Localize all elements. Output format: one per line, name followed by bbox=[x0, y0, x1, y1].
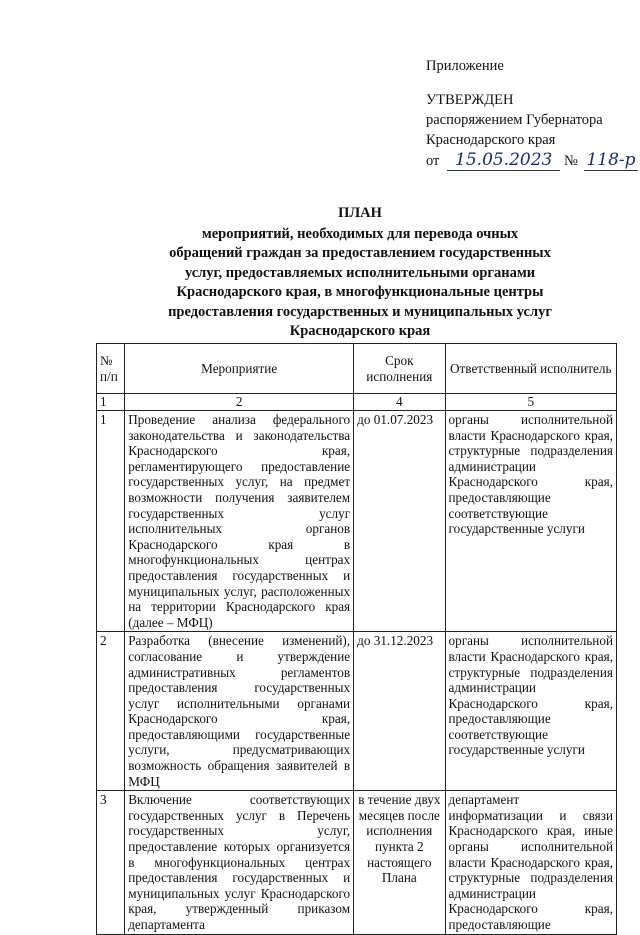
from-label: от bbox=[426, 153, 440, 169]
plan-heading: ПЛАН bbox=[338, 205, 382, 221]
header-activity: Мероприятие bbox=[125, 344, 354, 394]
column-number: 5 bbox=[445, 394, 617, 411]
row-num: 3 bbox=[97, 791, 125, 934]
plan-title-line: Краснодарского края, в многофункциональные центры bbox=[176, 284, 544, 300]
header-deadline: Срок исполнения bbox=[354, 344, 445, 394]
plan-title-line: предоставления государственных и муниципальных услуг bbox=[168, 303, 552, 320]
plan-title-line: мероприятий, необходимых для перевода очных bbox=[201, 225, 519, 242]
row-num: 2 bbox=[97, 632, 125, 791]
row-deadline: в течение двух месяцев после исполнения пункта 2 настоящего Плана bbox=[354, 791, 445, 934]
plan-table bbox=[96, 343, 617, 935]
row-num: 1 bbox=[97, 411, 125, 632]
row-activity: Разработка (внесение изменений), согласование и утверждение административных регламентов предоставления государственных услуг исполнительными органами Краснодарского края, предоставляющими государственные услуги, предусматривающих возможность обращения заявителей в МФЦ bbox=[125, 632, 354, 791]
handwritten-date: 15.05.2023 bbox=[447, 150, 560, 171]
column-number: 1 bbox=[97, 394, 125, 411]
number-sign: № bbox=[564, 153, 578, 169]
appendix-label: Приложение bbox=[426, 58, 504, 74]
row-responsible: департамент информатизации и связи Краснодарского края, иные органы исполнительной власти Краснодарского края, структурные подразделения администрации Краснодарского края, предоставляющие bbox=[445, 791, 617, 934]
table-row bbox=[97, 632, 617, 791]
approved-label: УТВЕРЖДЕН bbox=[426, 92, 514, 108]
row-responsible: органы исполнительной власти Краснодарского края, структурные подразделения администрации Краснодарского края, предоставляющие соответствующие государственные услуги bbox=[445, 411, 617, 632]
table-row bbox=[97, 411, 617, 632]
plan-title bbox=[80, 204, 640, 342]
table-row bbox=[97, 791, 617, 934]
row-activity: Включение соответствующих государственных услуг в Перечень государственных услуг, предоставление которых организуется в многофункциональных центрах предоставления государственных и муниципальных услуг Краснодарского края, утвержденный приказом департамента bbox=[125, 791, 354, 934]
table-header-row bbox=[97, 344, 617, 394]
row-activity: Проведение анализа федерального законодательства и законодательства Краснодарского края, регламентирующего предоставление государственных услуг, на предмет возможности получения заявителем государственных услуг исполнительных органов Краснодарского края в многофункциональных центрах предоставления государственных и муниципальных услуг, расположенных на территории Краснодарского края (далее – МФЦ) bbox=[125, 411, 354, 632]
plan-title-line: обращений граждан за предоставлением государственных bbox=[169, 245, 551, 261]
approval-block bbox=[426, 56, 636, 171]
approval-date-number-row bbox=[426, 150, 636, 171]
column-number-row bbox=[97, 394, 617, 411]
row-deadline: до 31.12.2023 bbox=[354, 632, 445, 791]
approved-by-line1: распоряжением Губернатора bbox=[426, 112, 603, 128]
header-num: № п/п bbox=[97, 344, 125, 394]
approved-by-line2: Краснодарского края bbox=[426, 132, 556, 148]
plan-title-line: Краснодарского края bbox=[289, 323, 431, 339]
row-deadline: до 01.07.2023 bbox=[354, 411, 445, 632]
handwritten-number: 118-р bbox=[586, 150, 636, 170]
plan-title-line: услуг, предоставляемых исполнительными органами bbox=[184, 264, 536, 281]
column-number: 2 bbox=[125, 394, 354, 411]
header-responsible: Ответственный исполнитель bbox=[445, 344, 617, 394]
row-responsible: органы исполнительной власти Краснодарского края, структурные подразделения администрации Краснодарского края, предоставляющие соответствующие государственные услуги bbox=[445, 632, 617, 791]
column-number: 4 bbox=[354, 394, 445, 411]
